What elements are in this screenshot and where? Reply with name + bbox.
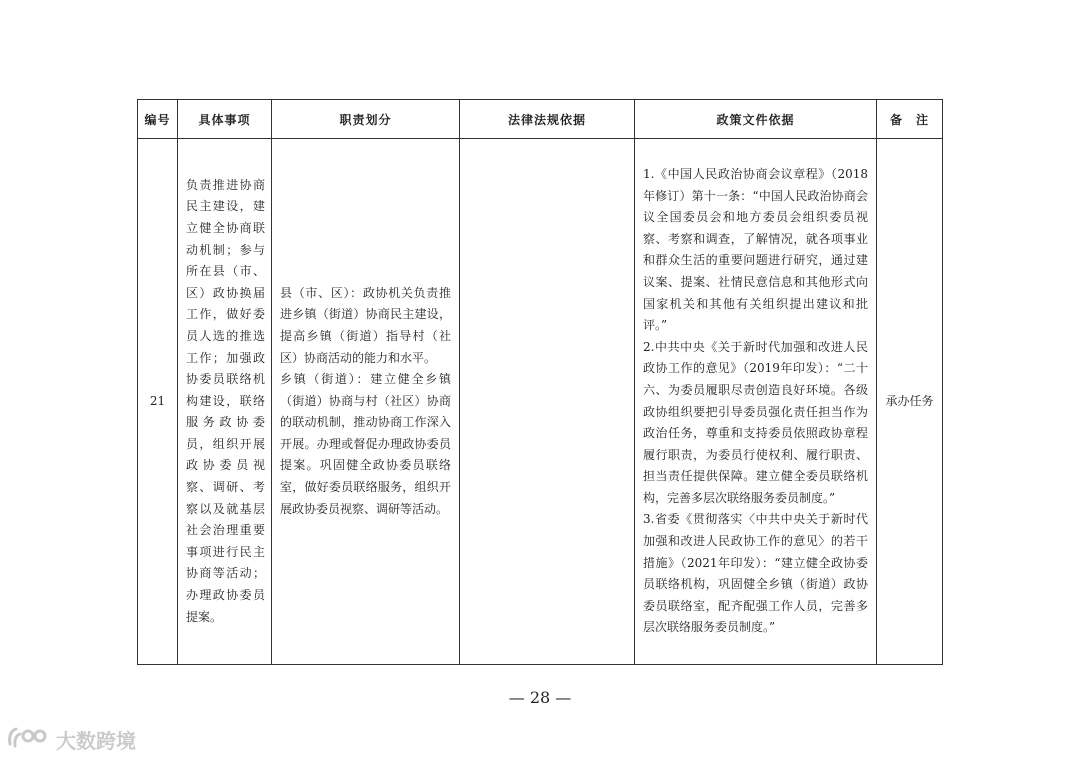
row-item-text: 负责推进协商民主建设，建立健全协商联动机制；参与所在县（市、区）政协换届工作，做好委员人选的推选工作；加强政协委员联络机构建设，联络服务政协委员，组织开展政协委员视察、调研、考察以及就基层社会治理重要事项进行民主协商等活动；办理政协委员提案。 [186, 177, 265, 624]
row-policy-basis [635, 139, 877, 665]
table-header-row [138, 100, 943, 139]
page-number: — 28 — [508, 688, 572, 707]
header-law-basis: 法律法规依据 [460, 100, 635, 139]
row-law-basis [460, 139, 635, 665]
row-duties [272, 139, 460, 665]
header-duties: 职责划分 [272, 100, 460, 139]
header-number: 编号 [138, 100, 178, 139]
watermark [6, 724, 136, 755]
header-remark: 备 注 [877, 100, 943, 139]
duty-township: 乡镇（街道）：建立健全乡镇（街道）协商与村（社区）协商的联动机制，推动协商工作深入开展。办理或督促办理政协委员提案。巩固健全政协委员联络室，做好委员联络服务，组织开展政协委员视察、调研等活动。 [280, 372, 451, 516]
table-row [138, 139, 943, 665]
policy-item-1: 1.《中国人民政治协商会议章程》（2018年修订）第十一条：“中国人民政治协商会议全国委员会和地方委员会组织委员视察、考察和调查，了解情况，就各项事业和群众生活的重要问题进行研究，通过建议案、提案、社情民意信息和其他形式向国家机关和其他有关组织提出建议和批评。” [643, 166, 868, 333]
header-policy-basis: 政策文件依据 [635, 100, 877, 139]
brand-logo-icon [6, 724, 50, 755]
duty-county: 县（市、区）：政协机关负责推进乡镇（街道）协商民主建设，提高乡镇（街道）指导村（社区）协商活动的能力和水平。 [280, 285, 451, 365]
policy-item-3: 3.省委《贯彻落实〈中共中央关于新时代加强和改进人民政协工作的意见〉的若干措施》（2021年印发）：“建立健全政协委员联络机构，巩固健全乡镇（街道）政协委员联络室，配齐配强工作人员，完善多层次联络服务委员制度。” [643, 512, 868, 635]
header-item: 具体事项 [178, 100, 272, 139]
responsibility-table [137, 99, 943, 665]
row-remark: 承办任务 [877, 139, 943, 665]
policy-item-2: 2.中共中央《关于新时代加强和改进人民政协工作的意见》（2019年印发）：“二十六、为委员履职尽责创造良好环境。各级政协组织要把引导委员强化责任担当作为政治任务，尊重和支持委员依照政协章程履行职责，为委员行使权利、履行职责、担当责任提供保障。建立健全委员联络机构，完善多层次联络服务委员制度。” [643, 339, 868, 505]
watermark-text: 大数跨境 [56, 729, 136, 753]
row-item [178, 139, 272, 665]
row-number: 21 [138, 139, 178, 665]
